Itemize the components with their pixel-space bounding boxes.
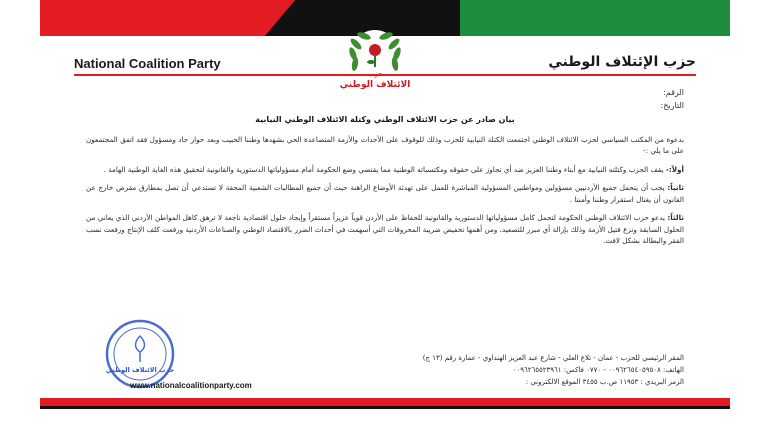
point-3-text: يدعو حزب الائتلاف الوطني الحكومة لتحمل كامل مسؤولياتها الدستورية والقانونية للحفاظ على الأردن قوياً عزيزاً مستقراً وإيجاد حلول اقتصادية ناجعة لا ترهق كاهل المواطن الأردني الذي يعاني من الحلول السابقة ونزع فتيل الأزمة وذلك بإزالة أي مبرر للتصعيد، ومن أهمها تخفيض ضريبة المحروقات التي أسهمت في أحداث الضرر بالاقتصاد الوطني والصناعات الأردنية ورفعت كلف الإنتاج ورفعت نسب الفقر والبطالة بشكل لافت.	[86, 213, 684, 245]
footer-black-band	[40, 406, 730, 409]
statement-body	[86, 114, 684, 254]
header-green-band	[460, 0, 730, 36]
statement-point-3	[86, 212, 684, 247]
party-name-ar: حزب الإئتلاف الوطني	[548, 54, 696, 70]
footer-red-band	[40, 398, 730, 406]
footer-po-box: الرمز البريدي : ١١٩٥٣ ص.ب ٣٤٥٥ الموقع الالكتروني :	[525, 378, 684, 386]
footer-phones: الهاتف: ٠٠٩٦٢٦٥٤٠٥٩٥٠٨ - ٠٧٧٠ فاكس: ٠٠٩٦٢٦٥٥٢٣٩٦١	[512, 366, 684, 374]
statement-point-2	[86, 182, 684, 205]
party-name-en: National Coalition Party	[74, 56, 221, 71]
header-rule	[74, 74, 696, 76]
date-label: التاريخ:	[660, 101, 684, 110]
ref-label: الرقم:	[663, 88, 684, 97]
point-1-text: يقف الحزب وكتلته النيابية مع أبناء وطننا العزيز ضد أي تجاوز على حقوقه ومكتسباته الوطنية مما يقتضي وضع الحكومة أمام مسؤولياتها الدستورية والقانونية لتحقيق هذه الغاية الوطنية الهامة .	[103, 164, 664, 174]
statement-title: بيان صادر عن حزب الائتلاف الوطني وكتلة الائتلاف الوطني النيابية	[255, 115, 515, 124]
point-2-text: يجب أن يتحمل جميع الأردنيين مسؤولين ومواطنين المسؤولية المباشرة للعمل على تهدئة الأوضاع الراهنة حيث أن جميع المطالبات الشعبية المحقة لا تستدعي أن تصل بمطارق مقرض خارج عن القانون أن يغتال استقرار وطننا وأمننا .	[86, 183, 684, 204]
footer-address: المقر الرئيسي للحزب - عمان - تلاع العلي - شارع عبد العزيز الهنداوي - عمارة رقم (١٣ ج)	[422, 354, 684, 362]
logo-text-line2: الائتلاف الوطني	[339, 80, 411, 90]
letterhead-page	[40, 0, 730, 433]
footer-website-link[interactable]: www.nationalcoalitionparty.com	[130, 381, 252, 390]
point-1-label: أولاً:-	[665, 164, 684, 174]
reference-block	[661, 86, 684, 112]
party-logo	[320, 24, 430, 94]
point-3-label: ثالثاً:	[667, 213, 684, 222]
stamp-text: حزب الائتلاف الوطني	[105, 366, 175, 374]
statement-intro: بدعوة من المكتب السياسي لحزب الائتلاف الوطني اجتمعت الكتلة النيابية للحزب وذلك للوقوف على الأحداث والأزمة المتصاعدة الحي بشهدها وطننا الحبيب وبعد حوار جاد ومسؤول فقد اتفق المجتمعون على ما يلي :-	[86, 134, 684, 155]
point-2-label: ثانياً:	[667, 183, 684, 192]
statement-point-1	[86, 164, 684, 176]
